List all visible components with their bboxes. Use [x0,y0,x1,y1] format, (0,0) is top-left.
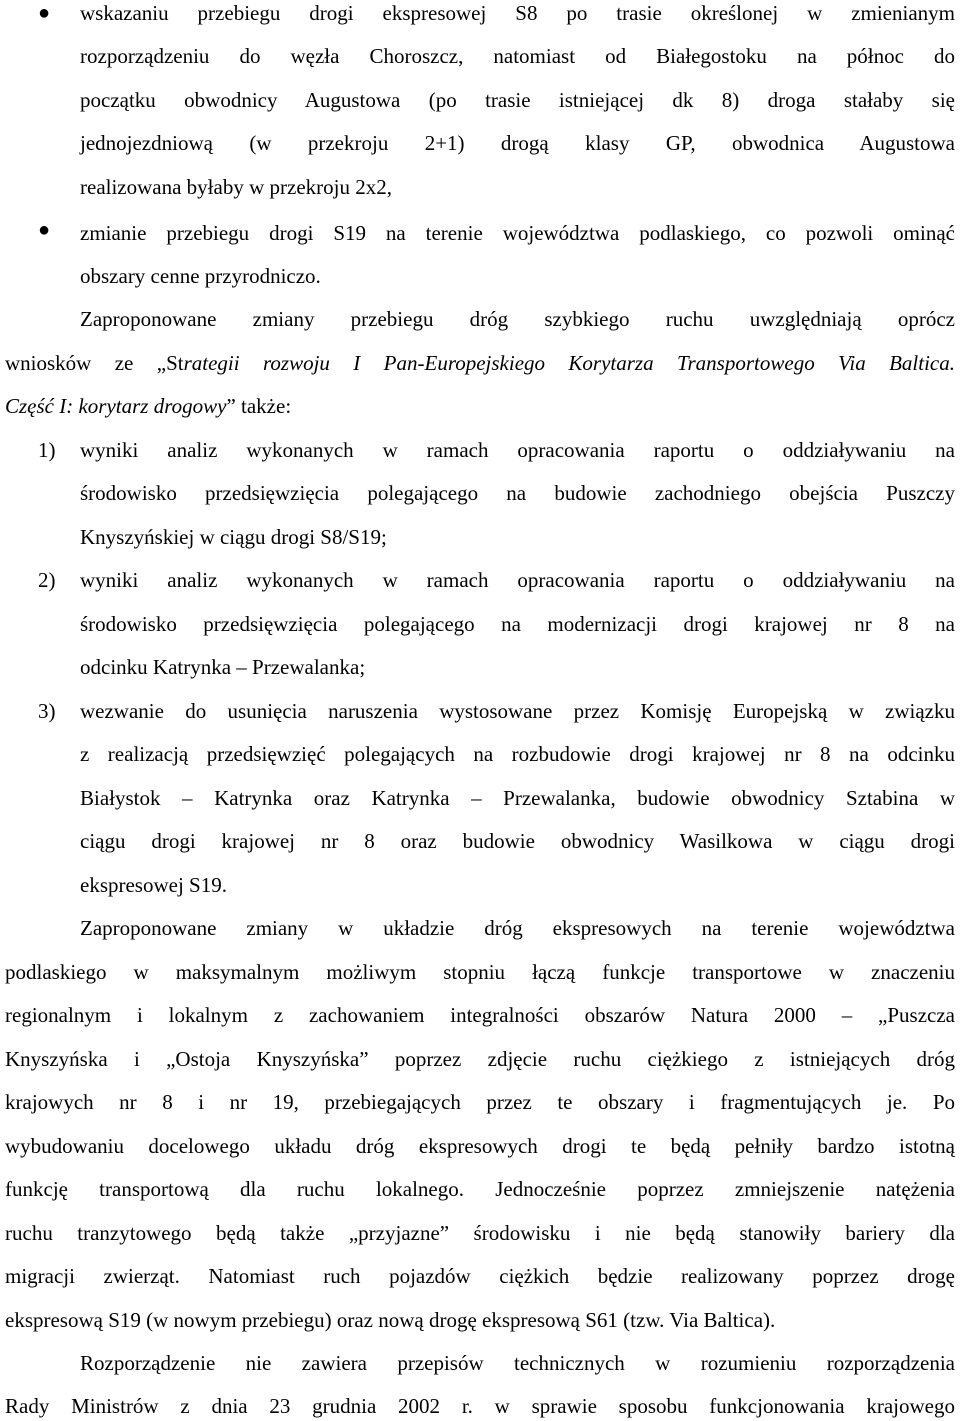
list-number: 1) [38,438,56,462]
text-line: początku obwodnicy Augustowa (po trasie istniejącej dk 8) droga stałaby się [80,88,955,112]
text-line: realizowana byłaby w przekroju 2x2, [80,175,392,199]
text-line: wyniki analiz wykonanych w ramach opracowania raportu o oddziaływaniu na [80,438,955,462]
text-line: Knyszyńska i „Ostoja Knyszyńska” poprzez zdjęcie ruchu ciężkiego z istniejących dróg [5,1047,955,1071]
bullet-marker-icon: ● [38,219,51,241]
text-line: Zaproponowane zmiany w układzie dróg ekspresowych na terenie województwa [80,916,955,940]
text-line: Zaproponowane zmiany przebiegu dróg szybkiego ruchu uwzględniają oprócz [80,307,955,331]
text-line: ciągu drogi krajowej nr 8 oraz budowie obwodnicy Wasilkowa w ciągu drogi [80,829,955,853]
bullet-marker-icon: ● [38,2,51,24]
text-line: wskazaniu przebiegu drogi ekspresowej S8 po trasie określonej w zmienianym [80,1,955,25]
text-line: funkcję transportową dla ruchu lokalnego. Jednocześnie poprzez zmniejszenie natężenia [5,1177,955,1201]
text-line: wybudowaniu docelowego układu dróg ekspresowych drogi te będą pełniły bardzo istotną [5,1134,955,1158]
text-line: Białystok – Katrynka oraz Katrynka – Przewalanka, budowie obwodnicy Sztabina w [80,786,955,810]
text-line: krajowych nr 8 i nr 19, przebiegających przez te obszary i fragmentujących je. Po [5,1090,955,1114]
list-number: 3) [38,699,56,723]
text-line: podlaskiego w maksymalnym możliwym stopniu łączą funkcje transportowe w znaczeniu [5,960,955,984]
text-line: środowisko przedsięwzięcia polegającego na budowie zachodniego obejścia Puszczy [80,481,955,505]
text-line: z realizacją przedsięwzięć polegających na rozbudowie drogi krajowej nr 8 na odcinku [80,742,955,766]
text-line: Knyszyńskiej w ciągu drogi S8/S19; [80,525,387,549]
text-line: wyniki analiz wykonanych w ramach opracowania raportu o oddziaływaniu na [80,568,955,592]
text-line: ekspresowej S19. [80,873,227,897]
text-line [5,348,955,378]
list-number: 2) [38,568,56,592]
text-line: zmianie przebiegu drogi S19 na terenie województwa podlaskiego, co pozwoli ominąć [80,221,955,245]
italic-text-run: Część I: korytarz drogowy [5,394,227,418]
text-line: wezwanie do usunięcia naruszenia wystosowane przez Komisję Europejską w związku [80,699,955,723]
text-run: wniosków ze „St [5,351,184,375]
text-line [5,391,955,421]
italic-text-run: rategii rozwoju I Pan-Europejskiego Korytarza Transportowego Via Baltica. [183,351,955,375]
text-line: migracji zwierząt. Natomiast ruch pojazdów ciężkich będzie realizowany poprzez drogę [5,1264,955,1288]
text-line: odcinku Katrynka – Przewalanka; [80,655,366,679]
text-run: ” także: [226,394,292,418]
text-line: ruchu tranzytowego będą także „przyjazne” środowisku i nie będą stanowiły bariery dla [5,1221,955,1245]
text-line: Rady Ministrów z dnia 23 grudnia 2002 r. w sprawie sposobu funkcjonowania krajowego [5,1394,955,1418]
text-line: obszary cenne przyrodniczo. [80,264,321,288]
text-line: rozporządzeniu do węzła Choroszcz, natomiast od Białegostoku na północ do [80,44,955,68]
text-line: ekspresową S19 (w nowym przebiegu) oraz nową drogę ekspresową S61 (tzw. Via Baltica). [5,1308,776,1332]
text-line: regionalnym i lokalnym z zachowaniem integralności obszarów Natura 2000 – „Puszcza [5,1003,955,1027]
text-line: jednojezdniową (w przekroju 2+1) drogą klasy GP, obwodnica Augustowa [80,131,955,155]
text-line: środowisko przedsięwzięcia polegającego na modernizacji drogi krajowej nr 8 na [80,612,955,636]
text-line: Rozporządzenie nie zawiera przepisów technicznych w rozumieniu rozporządzenia [80,1351,955,1375]
